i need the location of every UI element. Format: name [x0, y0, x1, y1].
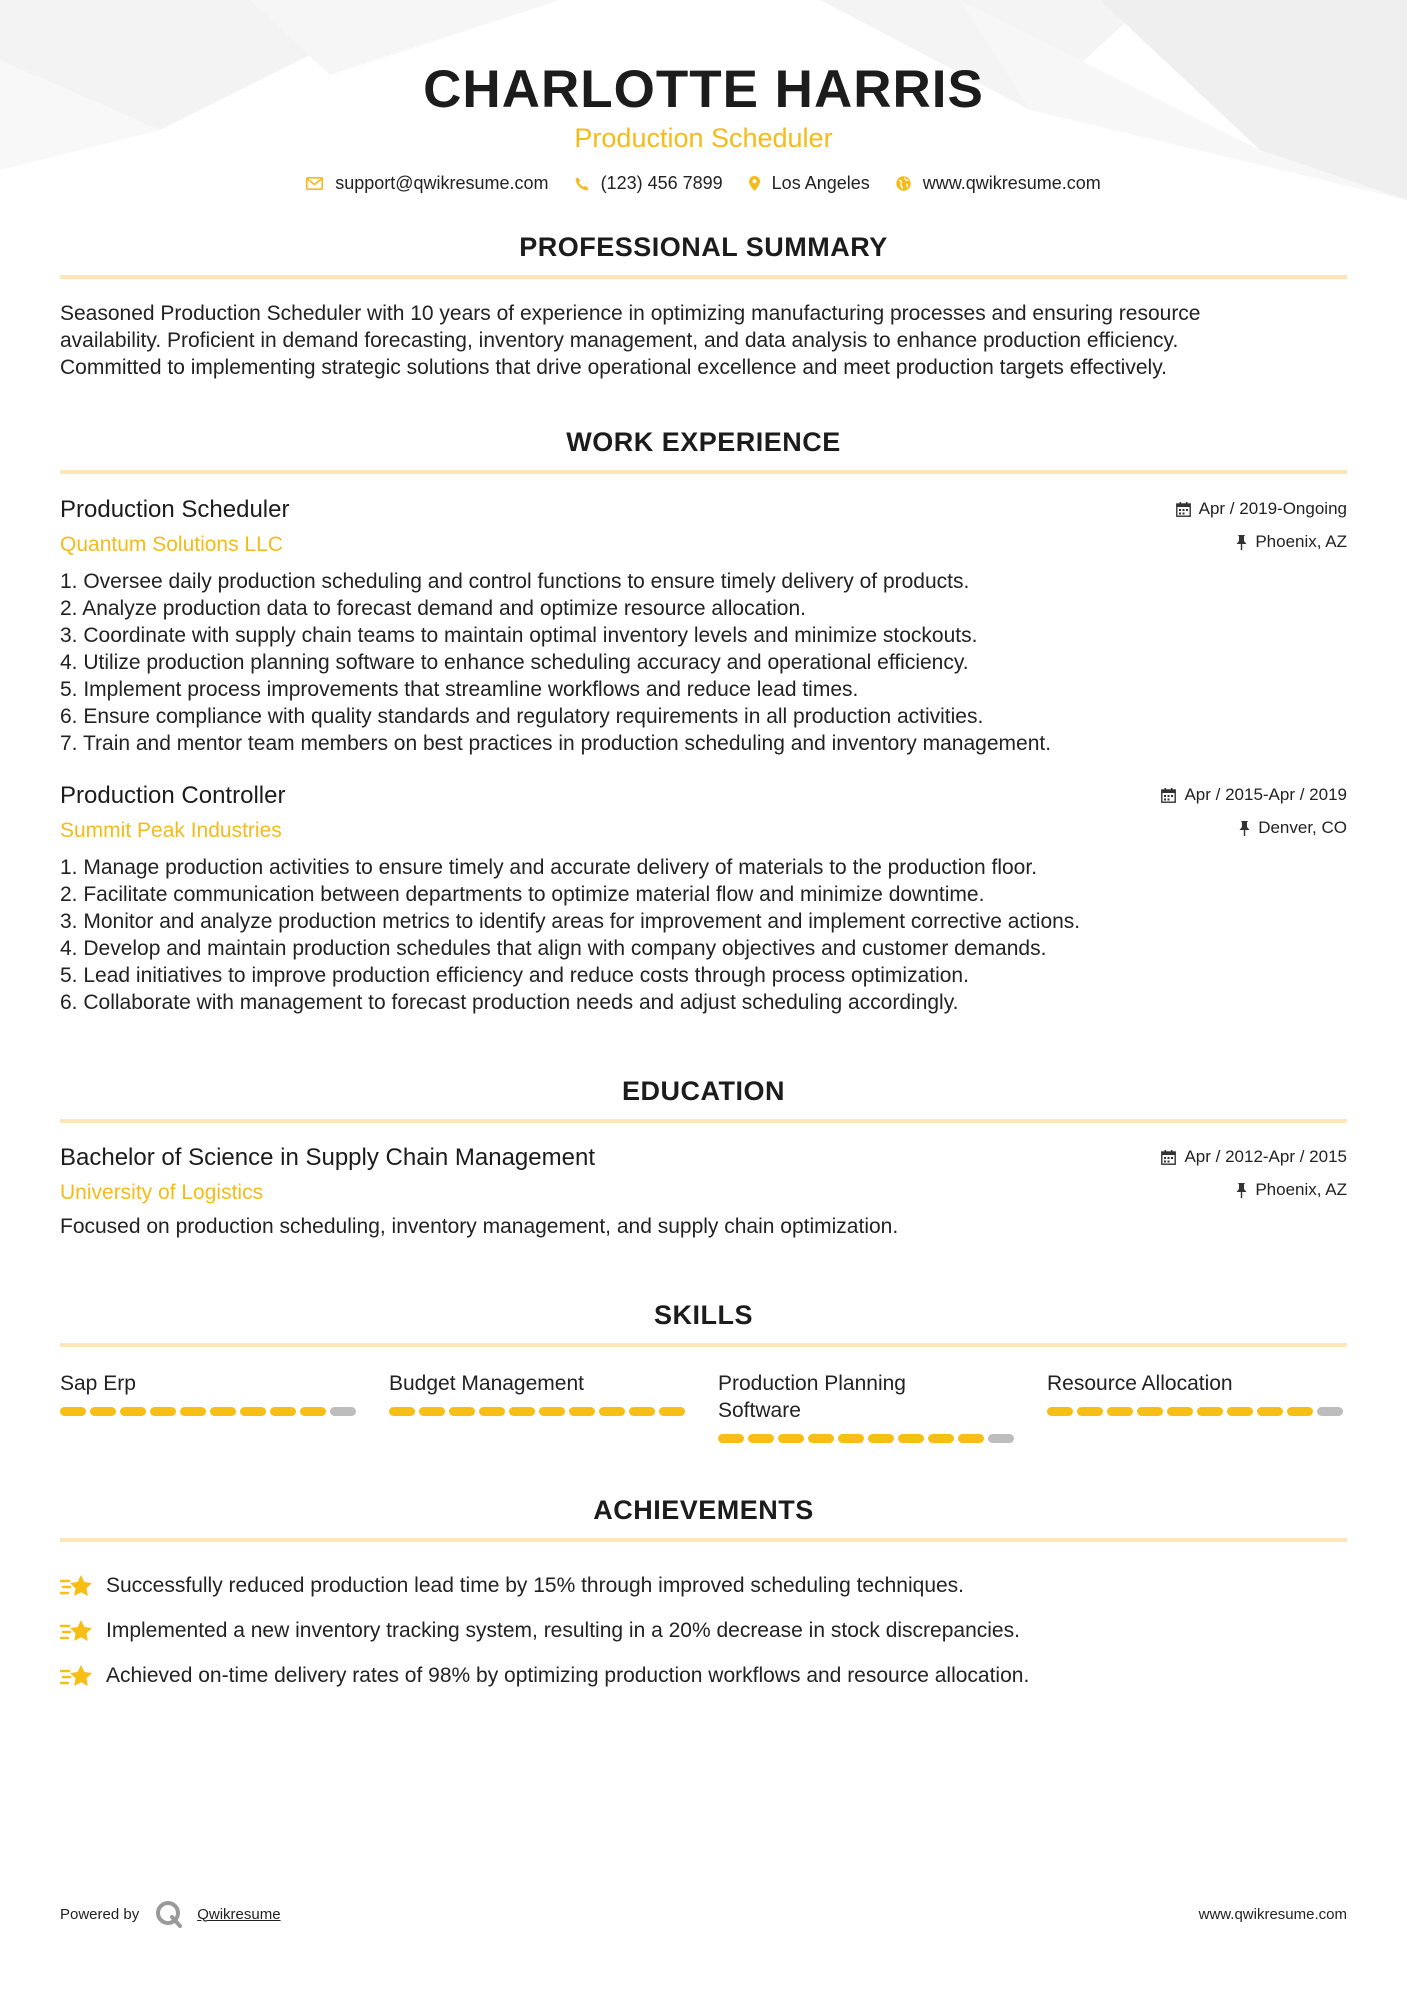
achievement-item	[60, 1563, 1347, 1608]
skill-segment-filled	[270, 1407, 296, 1416]
skills-title: SKILLS	[60, 1300, 1347, 1347]
skill-segment-empty	[988, 1434, 1014, 1443]
skill-segment-filled	[958, 1434, 984, 1443]
skill-name: Resource Allocation	[1047, 1372, 1233, 1395]
skill-segment-filled	[898, 1434, 924, 1443]
job-date-text: Apr / 2019-Ongoing	[1198, 499, 1347, 518]
map-pin-icon	[749, 176, 760, 191]
skill-item	[389, 1370, 689, 1443]
experience-section	[60, 427, 1347, 1016]
skill-segment-filled	[509, 1407, 535, 1416]
skill-item	[718, 1370, 1018, 1443]
duty-item: 1. Oversee daily production scheduling and control functions to ensure timely delivery of products.	[60, 570, 970, 593]
skill-segment-filled	[60, 1407, 86, 1416]
achievements-section	[60, 1495, 1347, 1698]
achievement-text: Achieved on-time delivery rates of 98% by optimizing production workflows and resource allocation.	[106, 1663, 1030, 1687]
skill-segment-filled	[479, 1407, 505, 1416]
duty-item: 3. Monitor and analyze production metrics to identify areas for improvement and implement corrective actions.	[60, 910, 1081, 933]
contact-phone-text: (123) 456 7899	[600, 173, 723, 193]
skill-segment-empty	[330, 1407, 356, 1416]
skill-rating-bar	[1047, 1407, 1347, 1416]
skill-segment-filled	[1257, 1407, 1283, 1416]
skill-segment-filled	[449, 1407, 475, 1416]
resume-header	[0, 0, 1407, 194]
contact-email[interactable]	[306, 173, 548, 194]
pushpin-icon	[1239, 821, 1250, 836]
education-description: Focused on production scheduling, inventory management, and supply chain optimization.	[60, 1215, 899, 1238]
education-date-text: Apr / 2012-Apr / 2015	[1184, 1147, 1347, 1166]
calendar-icon	[1161, 788, 1176, 803]
job-location-text: Denver, CO	[1258, 818, 1347, 837]
skill-name: Sap Erp	[60, 1372, 136, 1395]
skill-segment-filled	[210, 1407, 236, 1416]
job-company: Quantum Solutions LLC	[60, 533, 283, 556]
duty-item: 7. Train and mentor team members on best practices in production scheduling and inventory management.	[60, 732, 1052, 755]
job-location	[1239, 818, 1347, 838]
job-duties	[60, 568, 1347, 757]
duty-item: 1. Manage production activities to ensure timely and accurate delivery of materials to the production floor.	[60, 856, 1038, 879]
job-duties	[60, 854, 1347, 1016]
job-date	[1176, 499, 1347, 519]
contact-bar	[0, 173, 1407, 194]
page-footer	[60, 1900, 1347, 1928]
job-date	[1161, 785, 1347, 805]
star-icon	[60, 1618, 94, 1644]
summary-title: PROFESSIONAL SUMMARY	[60, 232, 1347, 279]
job-title: Production Scheduler	[60, 496, 290, 523]
education-location	[1236, 1180, 1347, 1200]
job-title: Production Controller	[60, 782, 286, 809]
skill-segment-filled	[659, 1407, 685, 1416]
summary-line: Seasoned Production Scheduler with 10 years of experience in optimizing manufacturing processes and ensuring resource	[60, 302, 1201, 325]
skill-segment-filled	[389, 1407, 415, 1416]
skill-item	[60, 1370, 360, 1443]
achievements-list	[60, 1563, 1347, 1698]
calendar-icon	[1176, 502, 1191, 517]
skill-segment-filled	[1077, 1407, 1103, 1416]
globe-icon	[896, 176, 911, 191]
job-location	[1236, 532, 1347, 552]
education-section	[60, 1076, 1347, 1240]
summary-section	[60, 232, 1347, 381]
skill-segment-filled	[1107, 1407, 1133, 1416]
skill-segment-filled	[1167, 1407, 1193, 1416]
skill-segment-filled	[300, 1407, 326, 1416]
summary-text	[60, 300, 1347, 381]
footer-brand-link[interactable]: Qwikresume	[197, 1905, 281, 1923]
pushpin-icon	[1236, 535, 1247, 550]
contact-website-text: www.qwikresume.com	[922, 173, 1101, 193]
job-entry	[60, 495, 1347, 757]
duty-item: 2. Facilitate communication between departments to optimize material flow and minimize downtime.	[60, 883, 985, 906]
duty-item: 3. Coordinate with supply chain teams to maintain optimal inventory levels and minimize stockouts.	[60, 624, 978, 647]
skill-name: Budget Management	[389, 1372, 584, 1395]
skill-segment-filled	[1227, 1407, 1253, 1416]
contact-location	[749, 173, 870, 194]
experience-title: WORK EXPERIENCE	[60, 427, 1347, 474]
pushpin-icon	[1236, 1183, 1247, 1198]
skills-section	[60, 1300, 1347, 1443]
footer-website[interactable]: www.qwikresume.com	[1198, 1905, 1347, 1923]
footer-powered-label: Powered by	[60, 1905, 140, 1923]
skill-segment-filled	[778, 1434, 804, 1443]
education-location-text: Phoenix, AZ	[1255, 1180, 1347, 1199]
contact-website[interactable]	[896, 173, 1101, 194]
skill-segment-filled	[808, 1434, 834, 1443]
skill-segment-filled	[419, 1407, 445, 1416]
contact-phone[interactable]	[575, 173, 723, 194]
skill-segment-filled	[539, 1407, 565, 1416]
achievement-text: Implemented a new inventory tracking system, resulting in a 20% decrease in stock discrepancies.	[106, 1618, 1020, 1642]
achievement-text: Successfully reduced production lead time by 15% through improved scheduling techniques.	[106, 1573, 965, 1597]
achievement-item	[60, 1608, 1347, 1653]
skill-segment-filled	[240, 1407, 266, 1416]
skill-segment-filled	[569, 1407, 595, 1416]
star-icon	[60, 1573, 94, 1599]
candidate-role: Production Scheduler	[574, 123, 833, 153]
education-school: University of Logistics	[60, 1181, 264, 1204]
contact-email-text: support@qwikresume.com	[335, 173, 549, 193]
duty-item: 6. Collaborate with management to forecast production needs and adjust scheduling accordingly.	[60, 991, 959, 1014]
star-icon	[60, 1663, 94, 1689]
job-location-text: Phoenix, AZ	[1255, 532, 1347, 551]
contact-location-text: Los Angeles	[771, 173, 870, 193]
footer-powered	[60, 1900, 281, 1928]
education-degree: Bachelor of Science in Supply Chain Management	[60, 1144, 595, 1171]
skills-list	[60, 1370, 1347, 1443]
education-date	[1161, 1147, 1347, 1167]
candidate-name: CHARLOTTE HARRIS	[423, 60, 984, 119]
skill-item	[1047, 1370, 1347, 1443]
job-entry	[60, 781, 1347, 1016]
skill-segment-filled	[120, 1407, 146, 1416]
skill-segment-filled	[718, 1434, 744, 1443]
skill-segment-filled	[90, 1407, 116, 1416]
skill-segment-filled	[180, 1407, 206, 1416]
summary-line: availability. Proficient in demand forecasting, inventory management, and data analysis to enhance production efficiency.	[60, 329, 1179, 352]
skill-segment-filled	[629, 1407, 655, 1416]
calendar-icon	[1161, 1150, 1176, 1165]
skill-segment-filled	[150, 1407, 176, 1416]
skill-segment-filled	[838, 1434, 864, 1443]
skill-rating-bar	[718, 1434, 1018, 1443]
skill-segment-filled	[928, 1434, 954, 1443]
envelope-icon	[306, 177, 323, 190]
skill-segment-filled	[1047, 1407, 1073, 1416]
duty-item: 6. Ensure compliance with quality standards and regulatory requirements in all production activities.	[60, 705, 984, 728]
achievements-title: ACHIEVEMENTS	[60, 1495, 1347, 1542]
job-date-text: Apr / 2015-Apr / 2019	[1184, 785, 1347, 804]
skill-segment-filled	[599, 1407, 625, 1416]
skill-rating-bar	[60, 1407, 360, 1416]
skill-rating-bar	[389, 1407, 689, 1416]
education-title: EDUCATION	[60, 1076, 1347, 1123]
skill-segment-filled	[1197, 1407, 1223, 1416]
qwikresume-logo-icon	[155, 1900, 183, 1928]
duty-item: 4. Utilize production planning software to enhance scheduling accuracy and operational efficiency.	[60, 651, 969, 674]
skill-name: Production Planning Software	[718, 1372, 906, 1422]
skill-segment-empty	[1317, 1407, 1343, 1416]
duty-item: 5. Implement process improvements that streamline workflows and reduce lead times.	[60, 678, 859, 701]
skill-segment-filled	[748, 1434, 774, 1443]
phone-icon	[575, 177, 589, 191]
education-entry	[60, 1143, 1347, 1240]
job-company: Summit Peak Industries	[60, 819, 282, 842]
duty-item: 2. Analyze production data to forecast demand and optimize resource allocation.	[60, 597, 806, 620]
duty-item: 4. Develop and maintain production schedules that align with company objectives and customer demands.	[60, 937, 1047, 960]
skill-segment-filled	[1137, 1407, 1163, 1416]
duty-item: 5. Lead initiatives to improve production efficiency and reduce costs through process optimization.	[60, 964, 969, 987]
skill-segment-filled	[1287, 1407, 1313, 1416]
summary-line: Committed to implementing strategic solutions that drive operational excellence and meet production targets effectively.	[60, 356, 1167, 379]
skill-segment-filled	[868, 1434, 894, 1443]
achievement-item	[60, 1653, 1347, 1698]
